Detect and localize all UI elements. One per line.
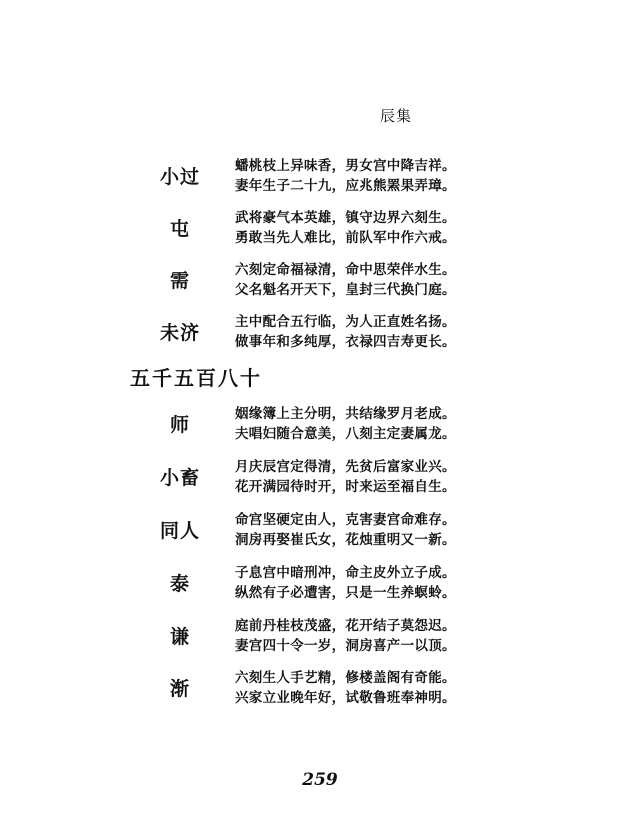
verse-line: 夫唱妇随合意美，八刻主定妻属龙。: [235, 426, 456, 442]
hexagram-name: 谦: [169, 626, 190, 648]
hexagram-name: 师: [169, 414, 190, 436]
hexagram-entry: [0, 204, 640, 248]
verse-line: 勇敢当先人难比，前队军中作六戒。: [235, 230, 456, 246]
hexagram-entry: [0, 152, 640, 196]
hexagram-name: 需: [169, 270, 190, 292]
verse-line: 兴家立业晚年好，试敬鲁班奉神明。: [235, 690, 456, 706]
verse-line: 月庆辰宫定得清，先贫后富家业兴。: [235, 459, 456, 475]
hexagram-name: 渐: [169, 678, 190, 700]
hexagram-name: 泰: [169, 573, 190, 595]
verse-line: 六刻定命福禄清，命中思荣伴水生。: [235, 262, 456, 278]
verse-line: 父名魁名开天下，皇封三代换门庭。: [235, 282, 456, 298]
hexagram-name: 屯: [169, 218, 190, 240]
hexagram-entry: [0, 506, 640, 550]
verse-line: 庭前丹桂枝茂盛，花开结子莫怨迟。: [235, 618, 456, 634]
hexagram-entry: [0, 256, 640, 300]
verse-line: 姻缘簿上主分明，共结缘罗月老成。: [235, 406, 456, 422]
hexagram-name: 同人: [159, 520, 200, 542]
section-title: 五千五百八十: [130, 366, 262, 390]
hexagram-entry: [0, 612, 640, 656]
hexagram-entry: [0, 453, 640, 497]
hexagram-entry: [0, 400, 640, 444]
verse-line: 子息宫中暗刑冲，命主皮外立子成。: [235, 565, 456, 581]
verse-line: 命宫坚硬定由人，克害妻宫命难存。: [235, 512, 456, 528]
hexagram-name: 小畜: [159, 467, 200, 489]
verse-line: 主中配合五行临，为人正直姓名扬。: [235, 314, 456, 330]
verse-line: 妻年生子二十九，应兆熊罴果弄璋。: [235, 178, 456, 194]
verse-line: 六刻生人手艺精，修楼盖阁有奇能。: [235, 670, 456, 686]
verse-line: 妻宫四十令一岁，洞房喜产一以顶。: [235, 638, 456, 654]
verse-line: 武将豪气本英雄，镇守边界六刻生。: [235, 210, 456, 226]
hexagram-entry: [0, 559, 640, 603]
volume-header: 辰集: [380, 107, 413, 125]
hexagram-name: 小过: [159, 166, 200, 188]
hexagram-entry: [0, 664, 640, 708]
verse-line: 花开满园待时开，时来运至福自生。: [235, 479, 456, 495]
page-number: 259: [302, 770, 338, 790]
hexagram-name: 未济: [159, 322, 200, 344]
hexagram-entry: [0, 308, 640, 352]
verse-line: 蟠桃枝上异味香，男女宫中降吉祥。: [235, 158, 456, 174]
verse-line: 洞房再娶崔氏女，花烛重明又一新。: [235, 532, 456, 548]
verse-line: 纵然有子必遭害，只是一生养螟蛉。: [235, 585, 456, 601]
verse-line: 做事年和多纯厚，衣禄四吉寿更长。: [235, 334, 456, 350]
